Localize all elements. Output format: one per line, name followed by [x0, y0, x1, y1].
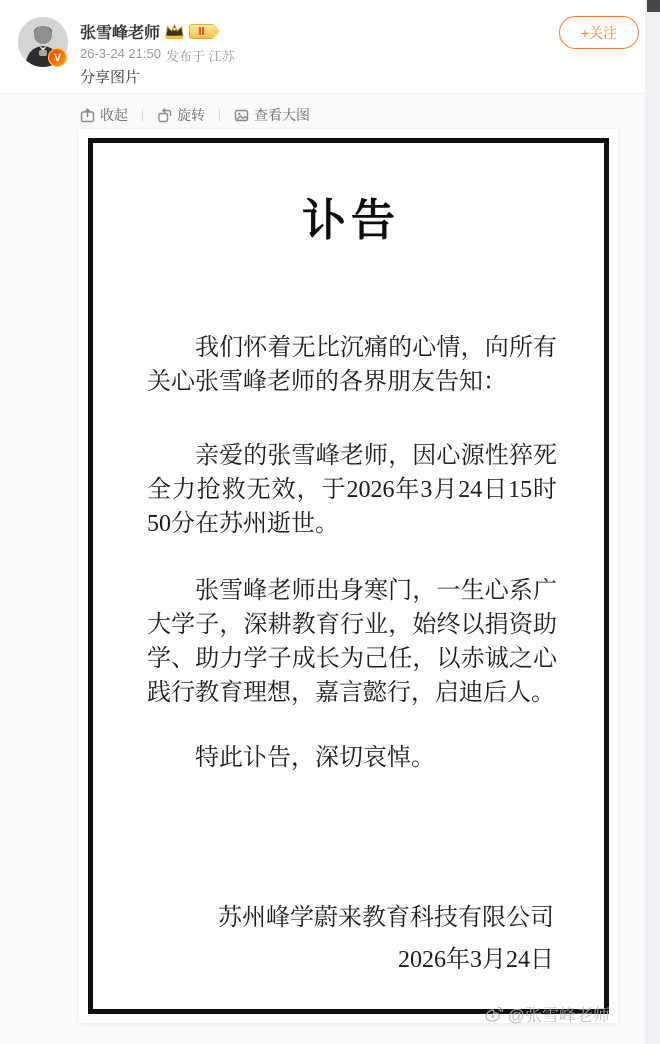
post-text: 分享图片 [80, 69, 141, 86]
vip-level-badge[interactable] [189, 24, 220, 39]
collapse-label: 收起 [100, 107, 128, 123]
toolbar-divider [142, 109, 143, 122]
obituary-paragraph: 我们怀着无比沉痛的心情，向所有关心张雪峰老师的各界朋友告知： [147, 335, 557, 395]
watermark-text: @张雪峰老师 [507, 1006, 610, 1025]
obituary-frame [88, 138, 609, 1014]
image-toolbar [80, 105, 310, 125]
obituary-text [93, 331, 604, 775]
view-large-button[interactable] [234, 105, 310, 125]
scrollbar-track[interactable] [645, 0, 660, 1044]
vip-level-text: Ⅱ [189, 24, 213, 39]
rotate-button[interactable] [157, 105, 205, 125]
follow-button[interactable]: +关注 [559, 16, 639, 49]
obituary-paragraph: 张雪峰老师出身寒门，一生心系广大学子，深耕教育行业，始终以捐资助学、助力学子成长为己任，以赤诚之心践行教育理想，嘉言懿行，启迪后人。 [147, 578, 557, 706]
publish-location: 发布于 江苏 [165, 49, 235, 64]
rotate-icon [157, 108, 172, 123]
signature-date: 2026年3月24日 [398, 947, 554, 973]
image-viewer [0, 93, 645, 1044]
obituary-title: 讣告 [302, 196, 400, 245]
view-large-icon [234, 108, 249, 123]
obituary-body [93, 195, 604, 1044]
toolbar-divider [219, 109, 220, 122]
verified-v-icon: V [48, 48, 67, 67]
scrollbar-thumb[interactable] [647, 0, 660, 12]
obituary-signature [93, 897, 604, 981]
view-large-label: 查看大图 [254, 107, 310, 123]
signature-company: 苏州峰学蔚来教育科技有限公司 [218, 905, 554, 931]
vip-badge-chevron-icon [213, 24, 220, 39]
collapse-icon [80, 108, 95, 123]
post-header [0, 0, 645, 93]
collapse-button[interactable] [80, 105, 128, 125]
obituary-paragraph: 亲爱的张雪峰老师，因心源性猝死全力抢救无效，于2026年3月24日15时50分在苏州逝世。 [147, 443, 557, 537]
crown-icon [165, 23, 184, 40]
weibo-logo-icon [485, 1006, 504, 1022]
timestamp: 26-3-24 21:50 [80, 46, 161, 61]
post-meta [80, 46, 235, 65]
obituary-paragraph: 特此讣告，深切哀悼。 [195, 745, 435, 771]
watermark [485, 1001, 610, 1026]
obituary-image[interactable] [79, 129, 618, 1023]
rotate-label: 旋转 [177, 107, 205, 123]
name-row [80, 20, 220, 42]
username[interactable]: 张雪峰老师 [80, 24, 161, 42]
